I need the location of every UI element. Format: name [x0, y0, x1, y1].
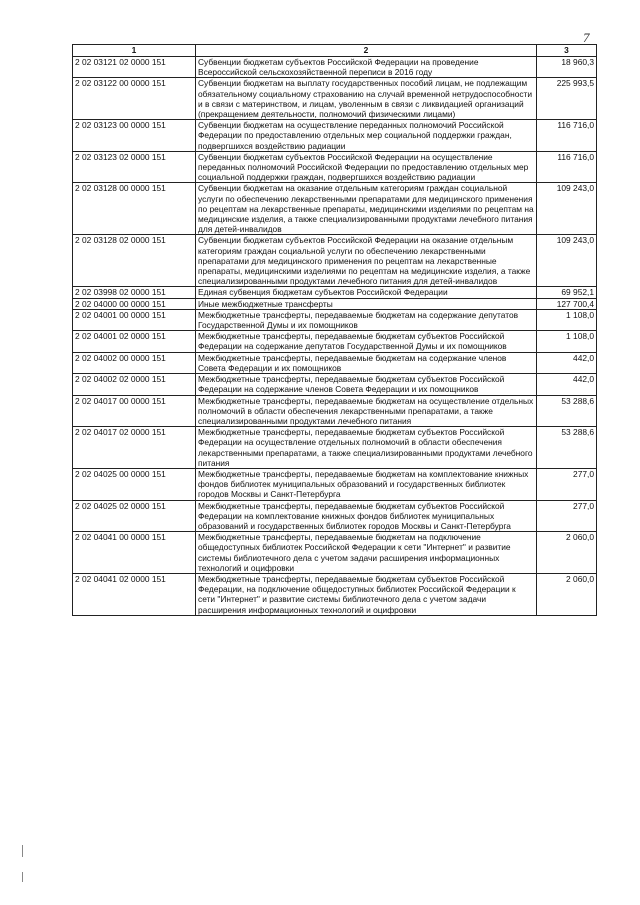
row-amount: 116 716,0: [537, 120, 597, 152]
margin-mark: [22, 872, 23, 882]
row-amount: 1 108,0: [537, 309, 597, 330]
row-code: 2 02 03128 00 0000 151: [73, 183, 196, 235]
row-code: 2 02 03123 02 0000 151: [73, 151, 196, 183]
page-number: 7: [583, 30, 590, 45]
table-row: [73, 395, 597, 427]
row-description: Субвенции бюджетам на выплату государственных пособий лицам, не подлежащим обязательному социальному страхованию на случай временной нетрудоспособности и в связи с материнством, и лицам, уволенным в связи с ликвидацией организаций (прекращением деятельности, полномочий физическими лицами): [196, 78, 537, 120]
table-row: [73, 427, 597, 469]
row-amount: 2 060,0: [537, 573, 597, 615]
table-row: [73, 374, 597, 395]
row-amount: 127 700,4: [537, 298, 597, 309]
row-amount: 1 108,0: [537, 331, 597, 352]
row-code: 2 02 03998 02 0000 151: [73, 287, 196, 298]
column-header-2: 2: [196, 45, 537, 57]
row-amount: 109 243,0: [537, 235, 597, 287]
row-description: Субвенции бюджетам субъектов Российской Федерации на осуществление переданных полномочий Российской Федерации по предоставлению отдельных мер социальной поддержки граждан, подвергшихся воздействию радиации: [196, 151, 537, 183]
table-row: [73, 298, 597, 309]
row-description: Межбюджетные трансферты, передаваемые бюджетам субъектов Российской Федерации, на подключение общедоступных библиотек Российской Федерации к сети "Интернет" и развитие системы библиотечного дела с учетом задачи расширения информационных технологий и оцифровки: [196, 573, 537, 615]
row-code: 2 02 04002 02 0000 151: [73, 374, 196, 395]
row-description: Межбюджетные трансферты, передаваемые бюджетам субъектов Российской Федерации на содержание членов Совета Федерации и их помощников: [196, 374, 537, 395]
row-code: 2 02 04001 02 0000 151: [73, 331, 196, 352]
row-code: 2 02 04017 02 0000 151: [73, 427, 196, 469]
row-amount: 53 288,6: [537, 395, 597, 427]
row-amount: 442,0: [537, 374, 597, 395]
row-amount: 2 060,0: [537, 532, 597, 574]
row-code: 2 02 03121 02 0000 151: [73, 57, 196, 78]
row-description: Межбюджетные трансферты, передаваемые бюджетам субъектов Российской Федерации на комплектование книжных фондов библиотек муниципальных образований и государственных библиотек городов Москвы и Санкт-Петербурга: [196, 500, 537, 532]
table-row: [73, 78, 597, 120]
table-row: [73, 500, 597, 532]
row-amount: 18 960,3: [537, 57, 597, 78]
row-description: Межбюджетные трансферты, передаваемые бюджетам на содержание членов Совета Федерации и их помощников: [196, 352, 537, 373]
row-amount: 69 952,1: [537, 287, 597, 298]
row-code: 2 02 04025 02 0000 151: [73, 500, 196, 532]
row-description: Субвенции бюджетам субъектов Российской Федерации на проведение Всероссийской сельскохозяйственной переписи в 2016 году: [196, 57, 537, 78]
row-code: 2 02 04025 00 0000 151: [73, 468, 196, 500]
row-code: 2 02 03128 02 0000 151: [73, 235, 196, 287]
header-row: [73, 45, 597, 57]
row-description: Субвенции бюджетам на оказание отдельным категориям граждан социальной услуги по обеспечению лекарственными препаратами для медицинского применения по рецептам на лекарственные препараты, медицинскими изделиями по рецептам на медицинские изделия, а также специализированными продуктами лечебного питания для детей-инвалидов: [196, 183, 537, 235]
row-code: 2 02 03122 00 0000 151: [73, 78, 196, 120]
row-code: 2 02 04000 00 0000 151: [73, 298, 196, 309]
row-code: 2 02 04017 00 0000 151: [73, 395, 196, 427]
row-amount: 225 993,5: [537, 78, 597, 120]
column-header-1: 1: [73, 45, 196, 57]
row-code: 2 02 04001 00 0000 151: [73, 309, 196, 330]
margin-mark: [22, 845, 23, 857]
row-amount: 277,0: [537, 500, 597, 532]
row-description: Межбюджетные трансферты, передаваемые бюджетам на содержание депутатов Государственной Думы и их помощников: [196, 309, 537, 330]
row-description: Межбюджетные трансферты, передаваемые бюджетам на осуществление отдельных полномочий в области обеспечения лекарственными препаратами, а также специализированными продуктами лечебного питания: [196, 395, 537, 427]
column-header-3: 3: [537, 45, 597, 57]
table-row: [73, 352, 597, 373]
table-row: [73, 573, 597, 615]
row-description: Межбюджетные трансферты, передаваемые бюджетам на комплектование книжных фондов библиотек муниципальных образований и государственных библиотек городов Москвы и Санкт-Петербурга: [196, 468, 537, 500]
row-amount: 109 243,0: [537, 183, 597, 235]
table-row: [73, 309, 597, 330]
row-description: Иные межбюджетные трансферты: [196, 298, 537, 309]
table-row: [73, 235, 597, 287]
row-description: Межбюджетные трансферты, передаваемые бюджетам субъектов Российской Федерации на осуществление отдельных полномочий в области обеспечения лекарственными препаратами, а также специализированными продуктами лечебного питания: [196, 427, 537, 469]
table-row: [73, 120, 597, 152]
table-row: [73, 331, 597, 352]
row-amount: 53 288,6: [537, 427, 597, 469]
table-row: [73, 151, 597, 183]
table-row: [73, 57, 597, 78]
budget-table: [72, 44, 597, 616]
table-row: [73, 287, 597, 298]
row-description: Единая субвенция бюджетам субъектов Российской Федерации: [196, 287, 537, 298]
row-amount: 277,0: [537, 468, 597, 500]
table-row: [73, 183, 597, 235]
row-code: 2 02 04041 02 0000 151: [73, 573, 196, 615]
row-code: 2 02 04002 00 0000 151: [73, 352, 196, 373]
row-amount: 442,0: [537, 352, 597, 373]
table-row: [73, 532, 597, 574]
row-code: 2 02 04041 00 0000 151: [73, 532, 196, 574]
row-code: 2 02 03123 00 0000 151: [73, 120, 196, 152]
row-amount: 116 716,0: [537, 151, 597, 183]
row-description: Субвенции бюджетам на осуществление переданных полномочий Российской Федерации по предоставлению отдельных мер социальной поддержки граждан, подвергшихся воздействию радиации: [196, 120, 537, 152]
row-description: Межбюджетные трансферты, передаваемые бюджетам субъектов Российской Федерации на содержание депутатов Государственной Думы и их помощников: [196, 331, 537, 352]
table-row: [73, 468, 597, 500]
row-description: Субвенции бюджетам субъектов Российской Федерации на оказание отдельным категориям граждан социальной услуги по обеспечению лекарственными препаратами для медицинского применения по рецептам на лекарственные препараты, медицинскими изделиями по рецептам на медицинские изделия, а также специализированными продуктами лечебного питания для детей-инвалидов: [196, 235, 537, 287]
row-description: Межбюджетные трансферты, передаваемые бюджетам на подключение общедоступных библиотек Российской Федерации к сети "Интернет" и развитие системы библиотечного дела с учетом задачи расширения информационных технологий и оцифровки: [196, 532, 537, 574]
